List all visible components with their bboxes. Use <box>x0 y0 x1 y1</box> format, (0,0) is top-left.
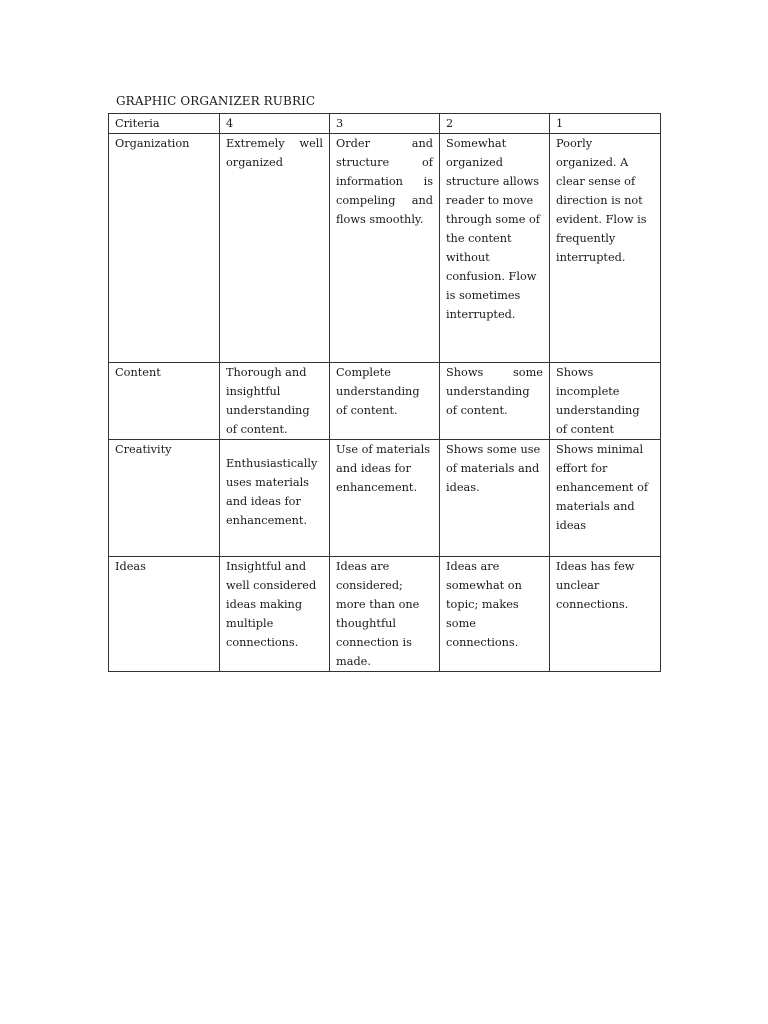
descriptor-cell: Poorly organized. A clear sense of direction is not evident. Flow is frequently interrupted. <box>550 134 661 363</box>
descriptor-cell: Use of materials and ideas for enhancement. <box>330 440 440 557</box>
table-header-row <box>109 114 661 134</box>
descriptor-cell: Shows some understanding of content. <box>440 363 550 440</box>
criterion-cell: Content <box>109 363 220 440</box>
rubric-table <box>108 113 661 672</box>
page-title: GRAPHIC ORGANIZER RUBRIC <box>116 94 316 108</box>
criterion-cell: Creativity <box>109 440 220 557</box>
descriptor-cell: Ideas are considered; more than one thoughtful connection is made. <box>330 557 440 672</box>
header-cell-score-4: 4 <box>220 114 330 134</box>
descriptor-cell: Insightful and well considered ideas making multiple connections. <box>220 557 330 672</box>
header-cell-score-2: 2 <box>440 114 550 134</box>
criterion-cell: Ideas <box>109 557 220 672</box>
table-row-content <box>109 363 661 440</box>
header-cell-score-1: 1 <box>550 114 661 134</box>
descriptor-cell: Thorough and insightful understanding of content. <box>220 363 330 440</box>
descriptor-cell: Extremely well organized <box>220 134 330 363</box>
descriptor-cell: Shows some use of materials and ideas. <box>440 440 550 557</box>
table-row-ideas <box>109 557 661 672</box>
table-row-creativity <box>109 440 661 557</box>
criterion-cell: Organization <box>109 134 220 363</box>
descriptor-cell: Enthusiastically uses materials and ideas for enhancement. <box>220 440 330 557</box>
descriptor-cell: Somewhat organized structure allows reader to move through some of the content without confusion. Flow is sometimes interrupted. <box>440 134 550 363</box>
descriptor-cell: Ideas are somewhat on topic; makes some connections. <box>440 557 550 672</box>
descriptor-cell: Shows minimal effort for enhancement of materials and ideas <box>550 440 661 557</box>
header-cell-score-3: 3 <box>330 114 440 134</box>
descriptor-cell: Complete understanding of content. <box>330 363 440 440</box>
descriptor-cell: Ideas has few unclear connections. <box>550 557 661 672</box>
table-row-organization <box>109 134 661 363</box>
descriptor-cell: Shows incomplete understanding of content <box>550 363 661 440</box>
header-cell-criteria: Criteria <box>109 114 220 134</box>
descriptor-cell: Order and structure of information is compeling and flows smoothly. <box>330 134 440 363</box>
